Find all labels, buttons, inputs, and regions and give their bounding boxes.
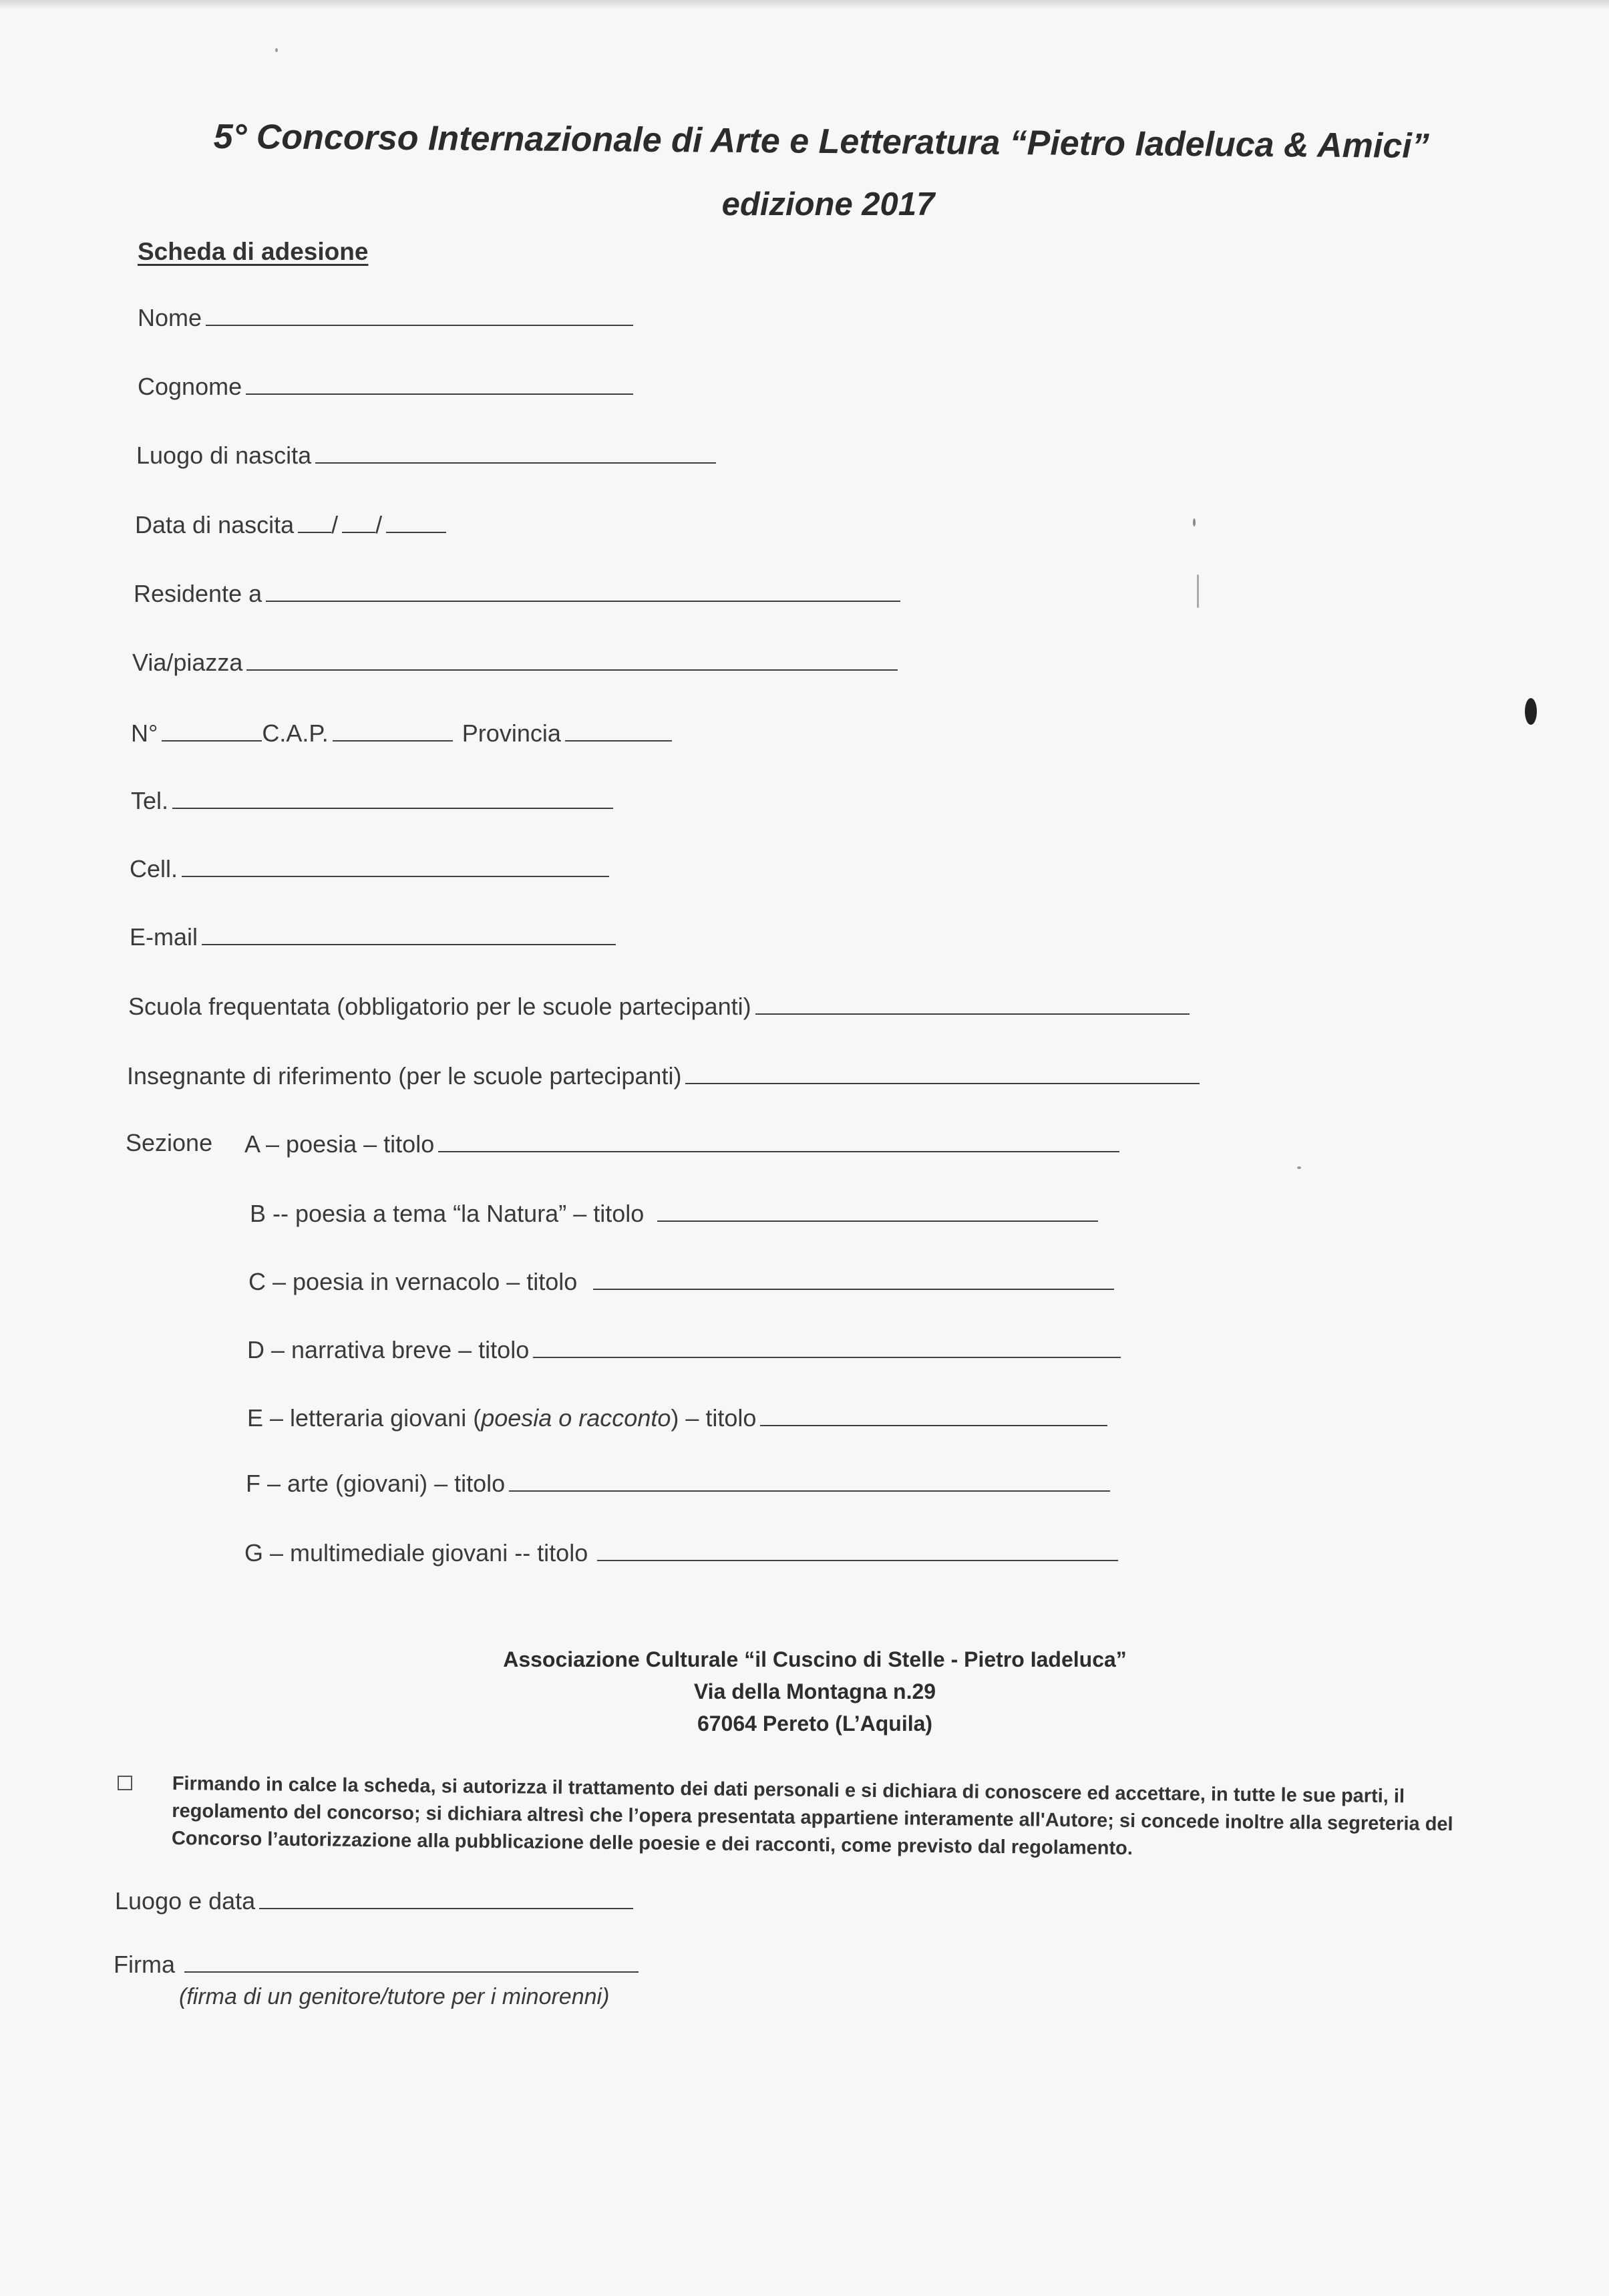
field-scuola-line[interactable] [755,1013,1190,1015]
scan-speck [1197,575,1199,608]
scan-speck [275,48,278,52]
form-heading: Scheda di adesione [138,238,369,265]
section-letter: B [250,1200,266,1227]
scan-speck [1193,518,1196,526]
section-letter: G [244,1539,264,1567]
field-cognome-line[interactable] [246,393,633,395]
field-data-giorno[interactable] [298,531,331,533]
field-data-mese[interactable] [342,531,375,533]
section-d-line[interactable] [533,1356,1121,1358]
sezione-label: Sezione [126,1129,213,1156]
firma-note: (firma di un genitore/tutore per i minorenni) [179,1984,610,2009]
field-numero-label: N° [131,719,158,747]
field-residente [134,580,900,608]
field-scuola [128,993,1190,1021]
field-cognome [138,373,633,401]
section-text: – narrativa breve – titolo [264,1336,530,1363]
field-luogo-data [115,1887,633,1915]
section-f [246,1470,1110,1498]
section-text: – poesia in vernacolo – titolo [266,1268,578,1295]
field-email-label: E-mail [130,923,198,951]
field-data-nascita-label: Data di nascita [135,511,295,538]
field-luogo-nascita-label: Luogo di nascita [136,442,312,469]
section-letter: E [247,1404,264,1432]
date-separator: / [375,511,383,538]
document-title: 5° Concorso Internazionale di Arte e Letteratura “Pietro Iadeluca & Amici” [213,117,1429,166]
field-firma [114,1951,639,1979]
field-cell [130,855,609,883]
section-text-italic: poesia o racconto [481,1404,671,1432]
section-e [247,1404,1107,1432]
date-separator: / [331,511,339,538]
field-luogo-data-line[interactable] [259,1907,633,1909]
field-cell-line[interactable] [182,875,609,877]
section-text: – arte (giovani) – titolo [260,1470,506,1497]
scan-edge [0,0,1609,9]
field-indirizzo-row [131,719,672,748]
section-e-line[interactable] [760,1424,1107,1426]
field-cap-line[interactable] [333,740,453,742]
consent-text: Firmando in calce la scheda, si autorizza il trattamento dei dati personali e si dichiara di conoscere ed accettare, in tutte le sue parti, il regolamento del concorso; si dichiara altresì che l’opera presentata appartiene interamente all'Autore; si concede inoltre alla segreteria del Concorso l’autorizzazione alla pubblicazione delle poesie e dei racconti, come previsto dal regolamento. [171,1772,1453,1860]
field-provincia-label: Provincia [462,719,561,747]
field-email [130,923,616,951]
field-insegnante-line[interactable] [685,1082,1200,1084]
field-firma-label: Firma [114,1951,175,1978]
section-letter: F [246,1470,260,1497]
section-b [250,1200,1098,1228]
section-f-line[interactable] [509,1490,1110,1492]
field-numero-line[interactable] [162,740,262,742]
section-text: -- poesia a tema “la Natura” – titolo [266,1200,645,1227]
field-firma-line[interactable] [184,1971,639,1973]
section-a-line[interactable] [438,1150,1119,1152]
field-via [132,649,898,677]
association-block [414,1643,1216,1740]
section-b-line[interactable] [657,1220,1098,1222]
consent-checkbox[interactable] [118,1776,132,1790]
document-subtitle: edizione 2017 [721,186,935,222]
association-city: 67064 Pereto (L’Aquila) [697,1711,933,1736]
field-email-line[interactable] [202,943,616,945]
field-data-nascita [135,511,446,539]
section-a [244,1130,1119,1158]
field-cognome-label: Cognome [138,373,242,400]
field-via-label: Via/piazza [132,649,243,676]
section-g-line[interactable] [597,1559,1118,1561]
section-c-line[interactable] [593,1288,1114,1290]
section-letter: D [247,1336,264,1363]
field-nome [138,304,633,332]
association-street: Via della Montagna n.29 [693,1679,936,1703]
field-tel-line[interactable] [172,807,613,809]
field-nome-label: Nome [138,304,202,331]
section-c [248,1268,1114,1296]
field-luogo-nascita-line[interactable] [315,462,716,464]
field-tel-label: Tel. [131,787,169,814]
field-provincia-line[interactable] [565,740,672,742]
section-d [247,1336,1121,1364]
association-name: Associazione Culturale “il Cuscino di Stelle - Pietro Iadeluca” [503,1647,1127,1671]
field-residente-line[interactable] [266,600,900,602]
section-text: – multimediale giovani -- titolo [263,1539,588,1567]
field-cell-label: Cell. [130,855,178,882]
scan-speck [1297,1166,1301,1169]
field-data-anno[interactable] [386,531,446,533]
section-text-after: ) – titolo [671,1404,757,1432]
field-residente-label: Residente a [134,580,262,607]
field-cap-label: C.A.P. [262,719,329,747]
section-letter: C [248,1268,266,1295]
section-g [244,1539,1118,1567]
field-luogo-nascita [136,442,716,470]
field-scuola-label: Scuola frequentata (obbligatorio per le scuole partecipanti) [128,993,751,1020]
field-insegnante [127,1062,1200,1090]
scan-speck [1525,698,1537,725]
field-nome-line[interactable] [206,324,633,326]
field-tel [131,787,613,815]
section-text: – letteraria giovani ( [263,1404,482,1432]
section-text: – poesia – titolo [259,1130,435,1158]
field-luogo-data-label: Luogo e data [115,1887,256,1915]
field-insegnante-label: Insegnante di riferimento (per le scuole partecipanti) [127,1062,682,1090]
section-letter: A [244,1130,260,1158]
field-via-line[interactable] [246,669,898,671]
